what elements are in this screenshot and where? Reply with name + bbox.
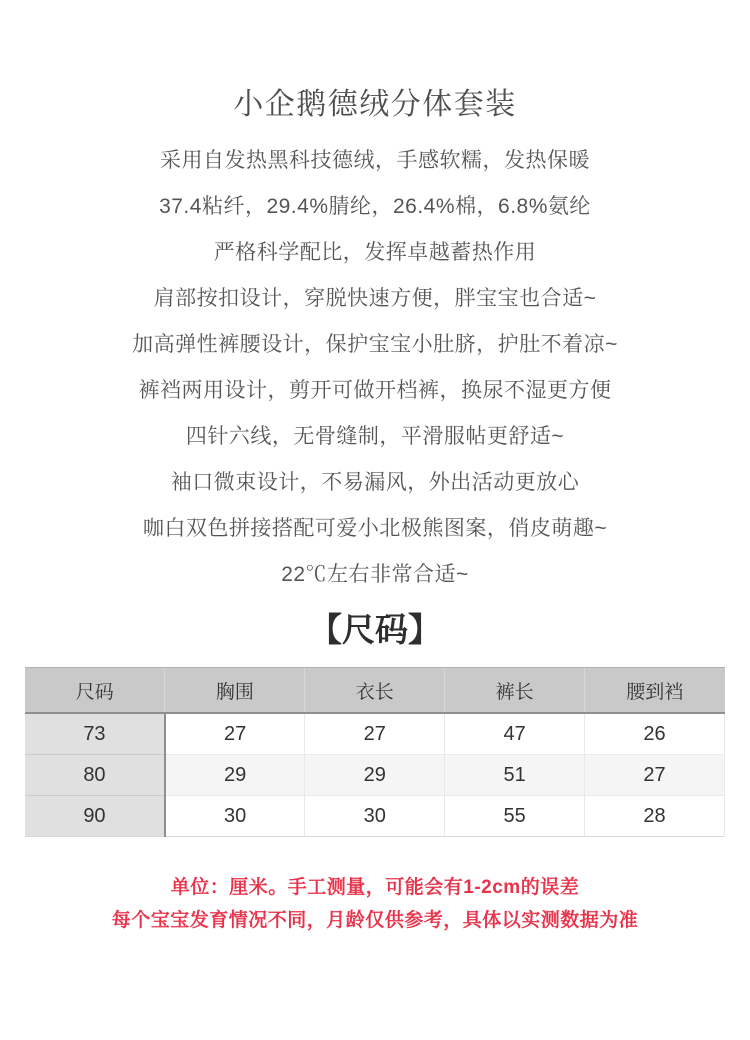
table-header-cell: 裤长 bbox=[445, 668, 585, 714]
product-title: 小企鹅德绒分体套装 bbox=[233, 88, 517, 121]
table-cell: 30 bbox=[305, 796, 445, 837]
table-cell: 29 bbox=[305, 755, 445, 796]
size-table bbox=[25, 667, 725, 837]
table-row bbox=[25, 755, 725, 796]
table-cell: 55 bbox=[445, 796, 585, 837]
disclaimer-line: 每个宝宝发育情况不同，月龄仅供参考，具体以实测数据为准 bbox=[111, 910, 639, 931]
table-cell: 27 bbox=[585, 755, 725, 796]
table-cell: 27 bbox=[305, 713, 445, 755]
description-line: 肩部按扣设计，穿脱快速方便，胖宝宝也合适~ bbox=[153, 287, 597, 310]
table-header-cell: 衣长 bbox=[305, 668, 445, 714]
description-line: 裤裆两用设计，剪开可做开档裤，换尿不湿更方便 bbox=[138, 379, 612, 402]
table-cell-size: 80 bbox=[25, 755, 165, 796]
size-disclaimer bbox=[0, 871, 750, 937]
table-cell: 30 bbox=[165, 796, 305, 837]
table-cell: 26 bbox=[585, 713, 725, 755]
table-cell: 29 bbox=[165, 755, 305, 796]
table-cell: 47 bbox=[445, 713, 585, 755]
description-line: 袖口微束设计，不易漏风，外出活动更放心 bbox=[170, 471, 580, 494]
table-header-cell: 胸围 bbox=[165, 668, 305, 714]
table-row bbox=[25, 713, 725, 755]
description-line: 咖白双色拼接搭配可爱小北极熊图案，俏皮萌趣~ bbox=[142, 517, 608, 540]
table-cell: 51 bbox=[445, 755, 585, 796]
table-cell-size: 90 bbox=[25, 796, 165, 837]
description-line: 采用自发热黑科技德绒，手感软糯，发热保暖 bbox=[160, 149, 590, 172]
size-section-heading: 【尺码】 bbox=[309, 611, 441, 648]
product-description bbox=[0, 138, 750, 598]
description-line: 加高弹性裤腰设计，保护宝宝小肚脐，护肚不着凉~ bbox=[132, 333, 618, 356]
description-line: 22℃左右非常合适~ bbox=[281, 563, 469, 586]
table-header-cell: 腰到裆 bbox=[585, 668, 725, 714]
table-cell: 27 bbox=[165, 713, 305, 755]
table-cell-size: 73 bbox=[25, 713, 165, 755]
table-cell: 28 bbox=[585, 796, 725, 837]
table-row bbox=[25, 796, 725, 837]
table-header-cell: 尺码 bbox=[25, 668, 165, 714]
size-table-header-row bbox=[25, 668, 725, 714]
description-line: 四针六线，无骨缝制，平滑服帖更舒适~ bbox=[185, 425, 565, 448]
description-line: 37.4粘纤，29.4%腈纶，26.4%棉，6.8%氨纶 bbox=[159, 195, 591, 218]
disclaimer-line: 单位：厘米。手工测量，可能会有1-2cm的误差 bbox=[170, 877, 580, 898]
description-line: 严格科学配比，发挥卓越蓄热作用 bbox=[213, 241, 537, 264]
